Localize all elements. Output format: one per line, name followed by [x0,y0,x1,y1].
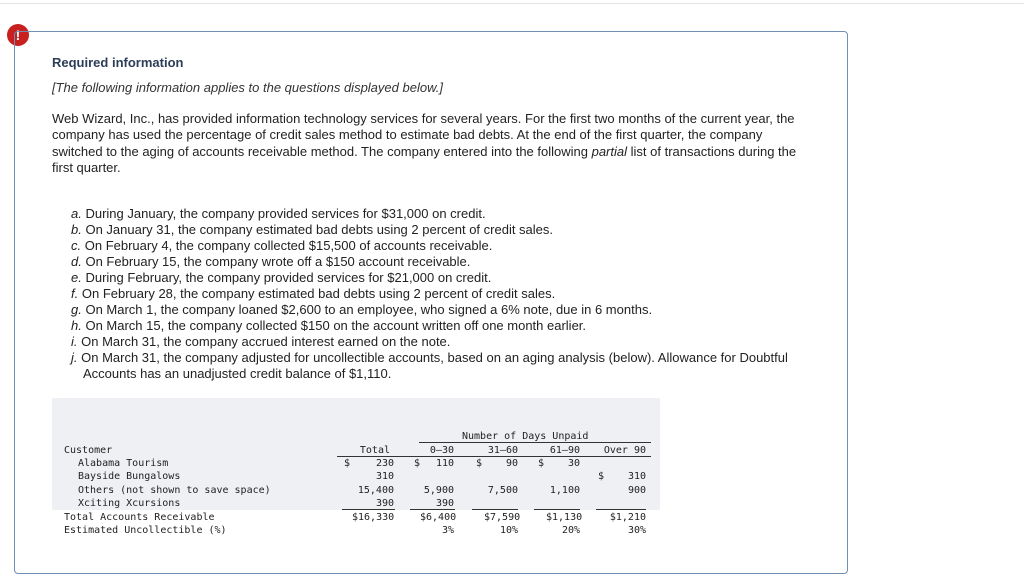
aging-cell-value: $1,130 [546,511,583,523]
days-unpaid-header: Number of Days Unpaid [462,431,589,442]
total-rule-total [342,509,395,510]
transaction-list [71,206,811,382]
col-header-total: Total [359,445,390,456]
col-header-over-90: Over 90 [603,445,646,456]
transaction-item: f. On February 28, the company estimated bad debts using 2 percent of credit sales. [71,286,556,301]
transaction-item: j. On March 31, the company adjusted for uncollectible accounts, based on an aging analysis (below). Allowance for Doubtful Accounts has an unadjusted credit balance of $1,110. [71,350,788,381]
col-header-customer: Customer [64,445,113,456]
alert-icon: ! [7,24,29,46]
intro-text-1: Web Wizard, Inc., has provided information technology services for several years. For the first two months of the current year, the company has used the percentage of credit sales method to estimate bad debts. At the end of the first quarter, the company switched to the aging of accounts receivable method. The company entered into the following [52,111,795,159]
applies-note: [The following information applies to the questions displayed below.] [52,80,443,95]
intro-paragraph [52,111,812,177]
transaction-item: b. On January 31, the company estimated bad debts using 2 percent of credit sales. [71,222,554,237]
intro-italic: partial [591,143,628,159]
aging-cell-value: 110 [435,458,454,469]
aging-cell-value: $6,400 [420,511,457,523]
total-rule-0-30 [410,509,455,510]
aging-cell-currency: $ [344,458,351,469]
required-info-heading: Required information [52,55,184,70]
transaction-item: a. During January, the company provided services for $31,000 on credit. [71,206,486,221]
aging-cell-currency: $ [414,458,421,469]
total-rule-61-90 [534,509,580,510]
aging-table [52,398,660,545]
transaction-item: c. On February 4, the company collected $15,500 of accounts receivable. [71,238,493,253]
aging-cell-currency: $ [598,471,605,483]
aging-cell-value: 10% [499,525,518,536]
transaction-item: g. On March 1, the company loaned $2,600 to an employee, who signed a 6% note, due in 6 months. [71,302,653,317]
aging-row-customer: Others (not shown to save space) [78,484,271,496]
aging-cell-value: 390 [375,498,394,510]
aging-cell-value: 90 [505,458,518,469]
aging-row-customer: Xciting Xcursions [78,498,181,510]
transaction-item: d. On February 15, the company wrote off a $150 account receivable. [71,254,471,269]
transaction-item: i. On March 31, the company accrued interest earned on the note. [71,334,451,349]
aging-row-customer: Estimated Uncollectible (%) [64,525,227,536]
group-header-rule [419,442,651,443]
aging-cell-value: 30 [567,458,580,469]
aging-cell-value: 7,500 [487,484,518,496]
aging-cell-value: $1,210 [609,511,646,523]
aging-cell-currency: $ [476,458,483,469]
transaction-item: h. On March 15, the company collected $150 on the account written off one month earlier. [71,318,587,333]
aging-row-customer: Alabama Tourism [78,458,169,469]
aging-row-customer: Total Accounts Receivable [64,511,215,523]
aging-cell-value: 900 [627,484,646,496]
aging-row-customer: Bayside Bungalows [78,471,181,483]
col-header-31-60: 31–60 [487,445,518,456]
aging-cell-value: 1,100 [549,484,580,496]
col-header-0-30: 0–30 [429,445,454,456]
transaction-item: e. During February, the company provided services for $21,000 on credit. [71,270,492,285]
aging-cell-value: 310 [627,471,646,483]
aging-cell-value: 15,400 [357,484,394,496]
aging-cell-value: 310 [375,471,394,483]
total-rule-31-60 [472,509,518,510]
aging-cell-value: 5,900 [423,484,454,496]
intro-text-2: list of transactions during the first quarter. [52,143,797,176]
aging-cell-value: 230 [375,458,394,469]
aging-cell-value: $16,330 [352,511,395,523]
aging-cell-value: $7,590 [484,511,521,523]
col-header-61-90: 61–90 [549,445,580,456]
aging-cell-currency: $ [538,458,545,469]
aging-cell-value: 390 [435,498,454,510]
aging-cell-value: 3% [441,525,454,536]
aging-cell-value: 20% [561,525,580,536]
total-rule-over-90 [596,509,646,510]
aging-cell-value: 30% [627,525,646,536]
top-divider [0,3,1024,4]
